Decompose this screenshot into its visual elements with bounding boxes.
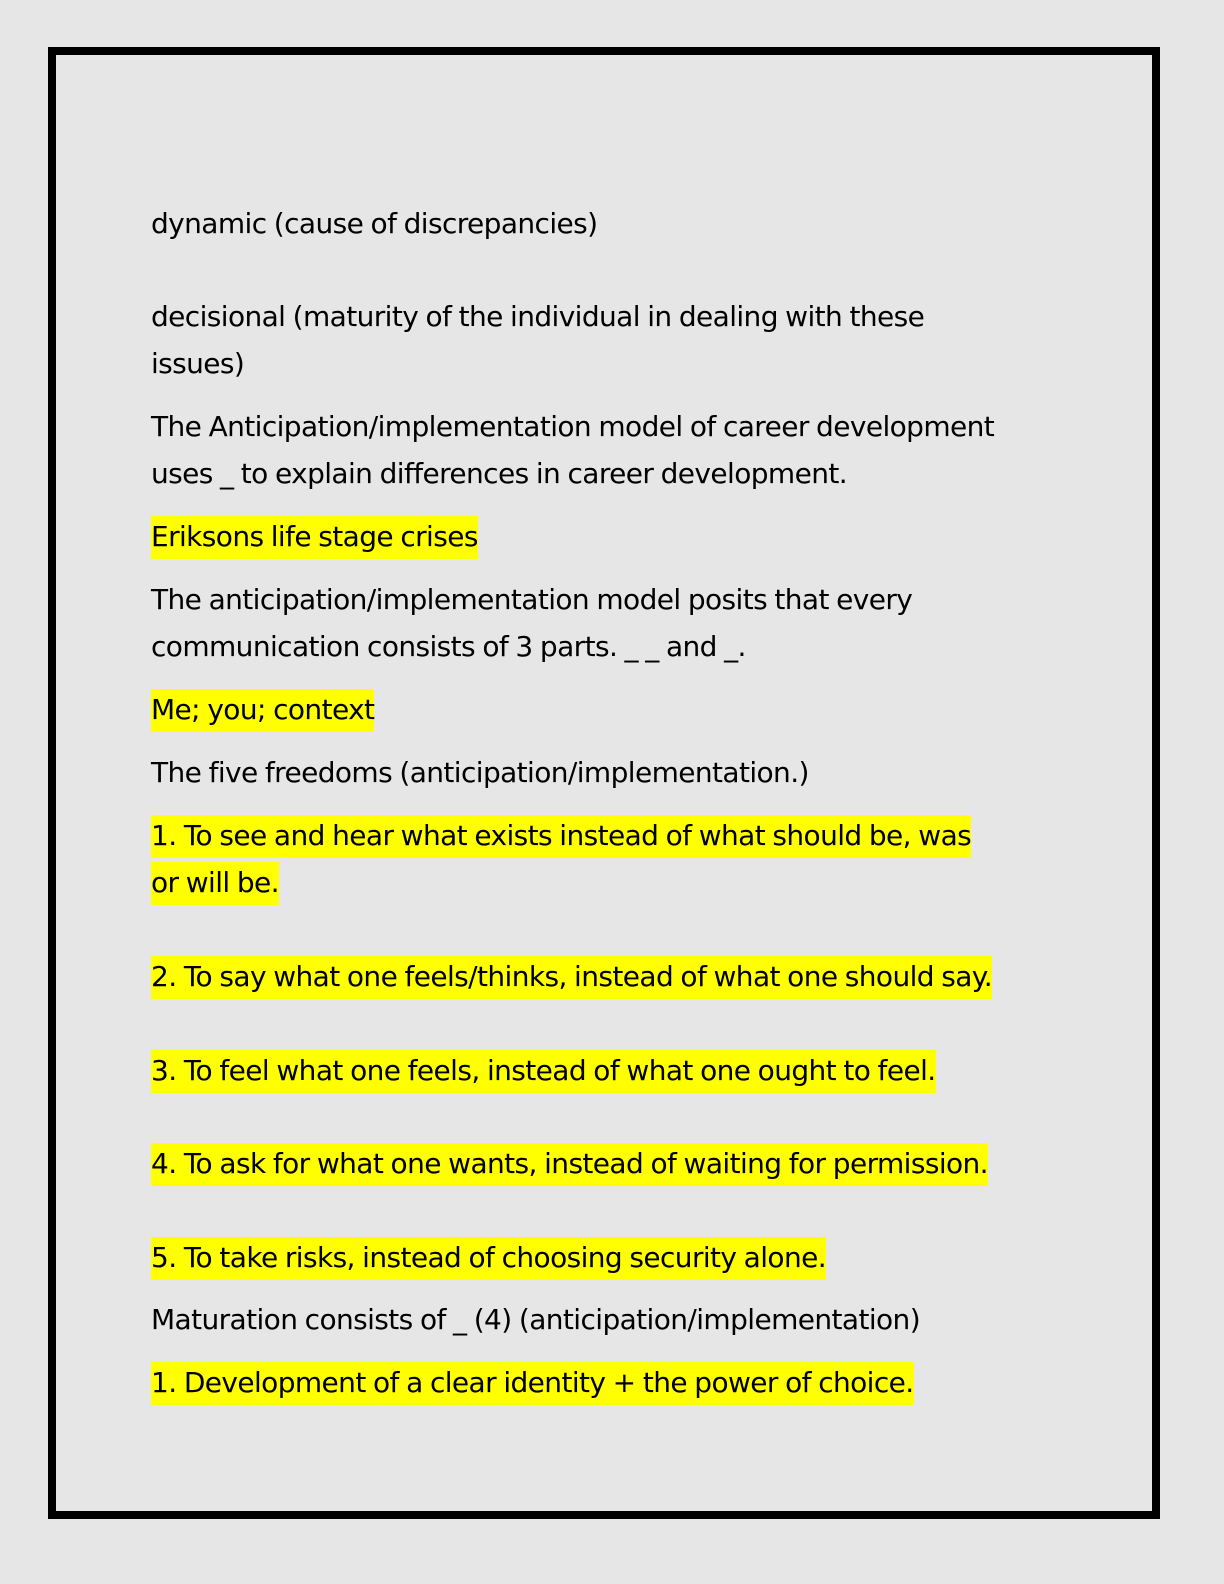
freedom-1	[151, 812, 971, 859]
highlighted-text: 5. To take risks, instead of choosing security alone.	[151, 1237, 826, 1280]
line-text: The anticipation/implementation model posits that every	[151, 583, 913, 616]
line-text: uses _ to explain differences in career development.	[151, 457, 848, 490]
question-maturation	[151, 1296, 920, 1343]
freedom-4	[151, 1140, 988, 1187]
line-text: decisional (maturity of the individual in dealing with these	[151, 300, 925, 333]
line-text: issues)	[151, 347, 245, 380]
line-text: The Anticipation/implementation model of career development	[151, 410, 995, 443]
line-decisional-cont	[151, 340, 244, 387]
highlighted-text: 4. To ask for what one wants, instead of waiting for permission.	[151, 1143, 988, 1186]
question-anticipation-model	[151, 403, 994, 450]
page-frame	[48, 47, 1160, 1519]
maturation-1	[151, 1359, 914, 1406]
highlighted-text: 3. To feel what one feels, instead of what one ought to feel.	[151, 1050, 936, 1093]
line-dynamic	[151, 200, 597, 247]
highlighted-text: or will be.	[151, 862, 279, 905]
question-communication	[151, 576, 912, 623]
line-text: The five freedoms (anticipation/implementation.)	[151, 756, 809, 789]
line-text: dynamic (cause of discrepancies)	[151, 207, 598, 240]
answer-me-you-context	[151, 686, 374, 733]
highlighted-text: 2. To say what one feels/thinks, instead of what one should say.	[151, 956, 992, 999]
freedom-2	[151, 953, 992, 1000]
question-five-freedoms	[151, 749, 809, 796]
highlighted-text: 1. To see and hear what exists instead of what should be, was	[151, 815, 971, 858]
question-communication-cont	[151, 623, 746, 670]
highlighted-text: Eriksons life stage crises	[151, 516, 478, 559]
highlighted-text: Me; you; context	[151, 689, 374, 732]
question-anticipation-model-cont	[151, 450, 847, 497]
freedom-5	[151, 1234, 826, 1281]
freedom-1-cont	[151, 859, 279, 906]
freedom-3	[151, 1047, 936, 1094]
highlighted-text: 1. Development of a clear identity + the power of choice.	[151, 1362, 914, 1405]
answer-eriksons	[151, 513, 478, 560]
line-text: communication consists of 3 parts. _ _ and _.	[151, 630, 746, 663]
line-decisional	[151, 293, 924, 340]
line-text: Maturation consists of _ (4) (anticipation/implementation)	[151, 1303, 921, 1336]
